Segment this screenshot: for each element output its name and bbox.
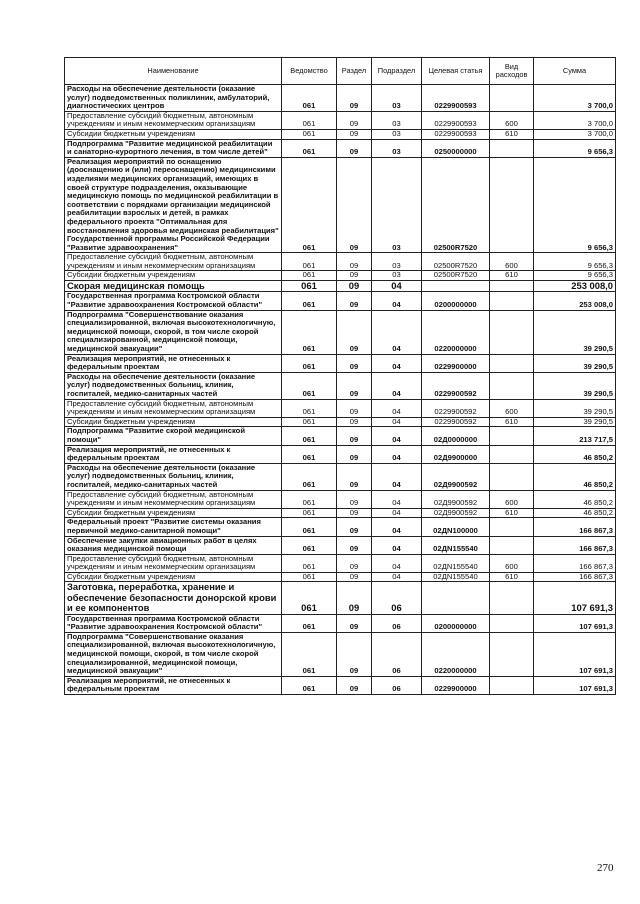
cell-vedomstvo: 061 (282, 139, 337, 157)
cell-name: Субсидии бюджетным учреждениям (65, 572, 282, 582)
table-row (65, 572, 616, 582)
cell-celevaya-statya: 02500R7520 (422, 157, 490, 253)
table-row (65, 445, 616, 463)
cell-summa: 46 850,2 (534, 463, 616, 490)
cell-razdel: 09 (337, 139, 372, 157)
cell-celevaya-statya: 0200000000 (422, 292, 490, 310)
cell-podrazdel: 04 (372, 536, 422, 554)
cell-name: Расходы на обеспечение деятельности (оказание услуг) подведомственных больниц, клиник, госпиталей, медико-санитарных частей (65, 463, 282, 490)
cell-vedomstvo: 061 (282, 253, 337, 271)
header-summa: Сумма (534, 58, 616, 85)
cell-vid-rashodov (490, 445, 534, 463)
cell-razdel: 09 (337, 157, 372, 253)
cell-celevaya-statya: 0229900000 (422, 354, 490, 372)
cell-podrazdel: 04 (372, 372, 422, 399)
header-celevaya-statya: Целевая статья (422, 58, 490, 85)
cell-summa: 9 656,3 (534, 271, 616, 281)
cell-vedomstvo: 061 (282, 271, 337, 281)
cell-celevaya-statya: 0229900593 (422, 111, 490, 129)
cell-name: Федеральный проект "Развитие системы оказания первичной медико-санитарной помощи" (65, 518, 282, 536)
table-row (65, 129, 616, 139)
cell-celevaya-statya: 02Д0000000 (422, 427, 490, 445)
cell-name: Расходы на обеспечение деятельности (оказание услуг) подведомственных поликлиник, амбулаторий, диагностических центров (65, 85, 282, 112)
cell-vedomstvo: 061 (282, 614, 337, 632)
cell-name: Субсидии бюджетным учреждениям (65, 271, 282, 281)
cell-vedomstvo: 061 (282, 281, 337, 292)
cell-vid-rashodov: 600 (490, 554, 534, 572)
cell-name: Подпрограмма "Развитие медицинской реабилитации и санаторно-курортного лечения, в том числе детей" (65, 139, 282, 157)
cell-vedomstvo: 061 (282, 572, 337, 582)
cell-podrazdel: 04 (372, 490, 422, 508)
cell-celevaya-statya: 0200000000 (422, 614, 490, 632)
table-row (65, 139, 616, 157)
cell-summa: 107 691,3 (534, 582, 616, 614)
cell-podrazdel: 04 (372, 427, 422, 445)
cell-podrazdel: 04 (372, 554, 422, 572)
cell-celevaya-statya: 0229900592 (422, 372, 490, 399)
cell-summa: 107 691,3 (534, 676, 616, 694)
cell-name: Реализация мероприятий по оснащению (дооснащению и (или) переоснащению) медицинскими изделиями медицинских организаций, имеющих в своей структуре подразделения, оказывающие медицинскую помощь по медицинской реабилитации в соответствии с порядками организации медицинской реабилитации взрослых и детей, в рамках федерального проекта "Оптимальная для восстановления здоровья медицинская реабилитация" Государственной программы Российской Федерации "Развитие здравоохранения" (65, 157, 282, 253)
cell-celevaya-statya: 02500R7520 (422, 271, 490, 281)
cell-summa: 166 867,3 (534, 518, 616, 536)
cell-vid-rashodov (490, 614, 534, 632)
cell-vid-rashodov (490, 281, 534, 292)
cell-razdel: 09 (337, 85, 372, 112)
cell-vid-rashodov (490, 372, 534, 399)
cell-podrazdel: 04 (372, 292, 422, 310)
cell-vedomstvo: 061 (282, 463, 337, 490)
table-row (65, 372, 616, 399)
cell-podrazdel: 03 (372, 129, 422, 139)
cell-vid-rashodov: 610 (490, 271, 534, 281)
cell-podrazdel: 04 (372, 445, 422, 463)
cell-celevaya-statya (422, 281, 490, 292)
budget-table (64, 57, 616, 695)
cell-summa: 46 850,2 (534, 508, 616, 518)
cell-vid-rashodov (490, 292, 534, 310)
table-row (65, 508, 616, 518)
cell-podrazdel: 06 (372, 614, 422, 632)
header-vedomstvo: Ведомство (282, 58, 337, 85)
cell-razdel: 09 (337, 582, 372, 614)
cell-summa: 213 717,5 (534, 427, 616, 445)
cell-vedomstvo: 061 (282, 582, 337, 614)
cell-vedomstvo: 061 (282, 157, 337, 253)
cell-name: Предоставление субсидий бюджетным, автономным учреждениям и иным некоммерческим организациям (65, 253, 282, 271)
cell-summa: 9 656,3 (534, 139, 616, 157)
cell-summa: 46 850,2 (534, 490, 616, 508)
cell-razdel: 09 (337, 281, 372, 292)
cell-celevaya-statya: 02Д9900592 (422, 508, 490, 518)
table-row (65, 490, 616, 508)
cell-vedomstvo: 061 (282, 676, 337, 694)
cell-summa: 166 867,3 (534, 536, 616, 554)
cell-vedomstvo: 061 (282, 427, 337, 445)
table-row (65, 310, 616, 354)
cell-summa: 166 867,3 (534, 572, 616, 582)
table-row (65, 463, 616, 490)
cell-vid-rashodov: 610 (490, 417, 534, 427)
cell-vid-rashodov (490, 310, 534, 354)
cell-vid-rashodov: 600 (490, 111, 534, 129)
cell-vedomstvo: 061 (282, 632, 337, 676)
cell-razdel: 09 (337, 490, 372, 508)
cell-celevaya-statya: 0250000000 (422, 139, 490, 157)
cell-celevaya-statya: 0220000000 (422, 310, 490, 354)
page-number: 270 (597, 862, 614, 874)
cell-name: Предоставление субсидий бюджетным, автономным учреждениям и иным некоммерческим организациям (65, 399, 282, 417)
cell-name: Предоставление субсидий бюджетным, автономным учреждениям и иным некоммерческим организациям (65, 490, 282, 508)
cell-razdel: 09 (337, 253, 372, 271)
cell-podrazdel: 03 (372, 271, 422, 281)
cell-celevaya-statya: 02Д9900000 (422, 445, 490, 463)
cell-vedomstvo: 061 (282, 129, 337, 139)
cell-vid-rashodov (490, 536, 534, 554)
cell-summa: 3 700,0 (534, 129, 616, 139)
table-row (65, 676, 616, 694)
cell-name: Скорая медицинская помощь (65, 281, 282, 292)
table-row (65, 281, 616, 292)
cell-name: Реализация мероприятий, не отнесенных к федеральным проектам (65, 354, 282, 372)
table-row (65, 536, 616, 554)
cell-summa: 39 290,5 (534, 372, 616, 399)
cell-summa: 253 008,0 (534, 281, 616, 292)
cell-podrazdel: 03 (372, 139, 422, 157)
cell-celevaya-statya: 0229900593 (422, 85, 490, 112)
cell-podrazdel: 03 (372, 157, 422, 253)
cell-celevaya-statya: 02ДN155540 (422, 554, 490, 572)
cell-vid-rashodov (490, 518, 534, 536)
cell-vedomstvo: 061 (282, 399, 337, 417)
cell-name: Подпрограмма "Совершенствование оказания специализированной, включая высокотехнологичную, медицинской помощи, скорой, в том числе скорой специализированной, медицинской помощи, медицинской эвакуации" (65, 310, 282, 354)
cell-vid-rashodov (490, 139, 534, 157)
cell-vedomstvo: 061 (282, 310, 337, 354)
cell-podrazdel: 03 (372, 253, 422, 271)
cell-vid-rashodov (490, 354, 534, 372)
cell-name: Обеспечение закупки авиационных работ в целях оказания медицинской помощи (65, 536, 282, 554)
cell-summa: 3 700,0 (534, 111, 616, 129)
cell-razdel: 09 (337, 508, 372, 518)
cell-razdel: 09 (337, 427, 372, 445)
cell-vid-rashodov: 600 (490, 399, 534, 417)
cell-vedomstvo: 061 (282, 536, 337, 554)
header-podrazdel: Подраздел (372, 58, 422, 85)
header-name: Наименование (65, 58, 282, 85)
cell-podrazdel: 03 (372, 85, 422, 112)
cell-summa: 39 290,5 (534, 310, 616, 354)
cell-vid-rashodov: 600 (490, 490, 534, 508)
cell-podrazdel: 06 (372, 632, 422, 676)
cell-vid-rashodov (490, 85, 534, 112)
cell-vid-rashodov (490, 463, 534, 490)
cell-name: Реализация мероприятий, не отнесенных к федеральным проектам (65, 445, 282, 463)
cell-summa: 3 700,0 (534, 85, 616, 112)
cell-celevaya-statya: 02ДN155540 (422, 572, 490, 582)
cell-name: Предоставление субсидий бюджетным, автономным учреждениям и иным некоммерческим организациям (65, 111, 282, 129)
table-row (65, 518, 616, 536)
cell-vedomstvo: 061 (282, 85, 337, 112)
cell-name: Субсидии бюджетным учреждениям (65, 417, 282, 427)
cell-vedomstvo: 061 (282, 354, 337, 372)
table-row (65, 157, 616, 253)
cell-razdel: 09 (337, 614, 372, 632)
cell-summa: 253 008,0 (534, 292, 616, 310)
cell-summa: 39 290,5 (534, 354, 616, 372)
table-row (65, 111, 616, 129)
cell-razdel: 09 (337, 445, 372, 463)
table-row (65, 292, 616, 310)
cell-vid-rashodov (490, 157, 534, 253)
cell-celevaya-statya: 02Д9900592 (422, 463, 490, 490)
cell-podrazdel: 04 (372, 354, 422, 372)
cell-razdel: 09 (337, 271, 372, 281)
cell-summa: 9 656,3 (534, 157, 616, 253)
cell-vid-rashodov: 610 (490, 508, 534, 518)
cell-razdel: 09 (337, 676, 372, 694)
cell-razdel: 09 (337, 310, 372, 354)
cell-summa: 166 867,3 (534, 554, 616, 572)
table-row (65, 632, 616, 676)
table-row (65, 271, 616, 281)
cell-summa: 9 656,3 (534, 253, 616, 271)
cell-vedomstvo: 061 (282, 554, 337, 572)
cell-vedomstvo: 061 (282, 372, 337, 399)
cell-podrazdel: 04 (372, 508, 422, 518)
cell-vedomstvo: 061 (282, 490, 337, 508)
cell-podrazdel: 04 (372, 310, 422, 354)
table-row (65, 427, 616, 445)
cell-razdel: 09 (337, 292, 372, 310)
cell-celevaya-statya: 0229900000 (422, 676, 490, 694)
cell-name: Подпрограмма "Развитие скорой медицинской помощи" (65, 427, 282, 445)
table-row (65, 354, 616, 372)
cell-razdel: 09 (337, 399, 372, 417)
cell-celevaya-statya: 02500R7520 (422, 253, 490, 271)
cell-vid-rashodov (490, 676, 534, 694)
cell-summa: 39 290,5 (534, 399, 616, 417)
cell-vedomstvo: 061 (282, 518, 337, 536)
header-vid-rashodov: Вид расходов (490, 58, 534, 85)
cell-razdel: 09 (337, 111, 372, 129)
cell-celevaya-statya (422, 582, 490, 614)
cell-name: Предоставление субсидий бюджетным, автономным учреждениям и иным некоммерческим организациям (65, 554, 282, 572)
header-razdel: Раздел (337, 58, 372, 85)
cell-podrazdel: 03 (372, 111, 422, 129)
cell-name: Реализация мероприятий, не отнесенных к федеральным проектам (65, 676, 282, 694)
cell-name: Субсидии бюджетным учреждениям (65, 129, 282, 139)
cell-razdel: 09 (337, 536, 372, 554)
table-row (65, 417, 616, 427)
cell-razdel: 09 (337, 463, 372, 490)
cell-podrazdel: 06 (372, 676, 422, 694)
cell-razdel: 09 (337, 632, 372, 676)
cell-razdel: 09 (337, 372, 372, 399)
cell-summa: 39 290,5 (534, 417, 616, 427)
cell-vid-rashodov: 600 (490, 253, 534, 271)
cell-podrazdel: 04 (372, 281, 422, 292)
cell-vedomstvo: 061 (282, 111, 337, 129)
cell-razdel: 09 (337, 518, 372, 536)
table-row (65, 399, 616, 417)
cell-celevaya-statya: 02ДN100000 (422, 518, 490, 536)
cell-razdel: 09 (337, 572, 372, 582)
cell-podrazdel: 04 (372, 399, 422, 417)
cell-podrazdel: 06 (372, 582, 422, 614)
table-row (65, 85, 616, 112)
table-header (65, 58, 616, 85)
cell-vid-rashodov (490, 582, 534, 614)
cell-podrazdel: 04 (372, 417, 422, 427)
cell-razdel: 09 (337, 129, 372, 139)
cell-vedomstvo: 061 (282, 508, 337, 518)
cell-summa: 46 850,2 (534, 445, 616, 463)
table-row (65, 614, 616, 632)
cell-vid-rashodov (490, 427, 534, 445)
cell-vid-rashodov (490, 632, 534, 676)
cell-celevaya-statya: 0229900592 (422, 399, 490, 417)
cell-vid-rashodov: 610 (490, 572, 534, 582)
cell-razdel: 09 (337, 417, 372, 427)
table-row (65, 253, 616, 271)
cell-podrazdel: 04 (372, 463, 422, 490)
cell-celevaya-statya: 0229900592 (422, 417, 490, 427)
cell-vedomstvo: 061 (282, 417, 337, 427)
cell-summa: 107 691,3 (534, 614, 616, 632)
cell-podrazdel: 04 (372, 518, 422, 536)
table-body (65, 85, 616, 695)
cell-name: Заготовка, переработка, хранение и обеспечение безопасности донорской крови и ее компонентов (65, 582, 282, 614)
cell-name: Расходы на обеспечение деятельности (оказание услуг) подведомственных больниц, клиник, госпиталей, медико-санитарных частей (65, 372, 282, 399)
cell-podrazdel: 04 (372, 572, 422, 582)
cell-summa: 107 691,3 (534, 632, 616, 676)
cell-name: Государственная программа Костромской области "Развитие здравоохранения Костромской области" (65, 292, 282, 310)
cell-vedomstvo: 061 (282, 445, 337, 463)
cell-name: Подпрограмма "Совершенствование оказания специализированной, включая высокотехнологичную, медицинской помощи, скорой, в том числе скорой специализированной, медицинской помощи, медицинской эвакуации" (65, 632, 282, 676)
cell-vid-rashodov: 610 (490, 129, 534, 139)
cell-vedomstvo: 061 (282, 292, 337, 310)
cell-name: Субсидии бюджетным учреждениям (65, 508, 282, 518)
cell-celevaya-statya: 02ДN155540 (422, 536, 490, 554)
cell-name: Государственная программа Костромской области "Развитие здравоохранения Костромской области" (65, 614, 282, 632)
cell-razdel: 09 (337, 354, 372, 372)
cell-celevaya-statya: 02Д9900592 (422, 490, 490, 508)
cell-celevaya-statya: 0220000000 (422, 632, 490, 676)
table-row (65, 554, 616, 572)
cell-celevaya-statya: 0229900593 (422, 129, 490, 139)
cell-razdel: 09 (337, 554, 372, 572)
table-row (65, 582, 616, 614)
